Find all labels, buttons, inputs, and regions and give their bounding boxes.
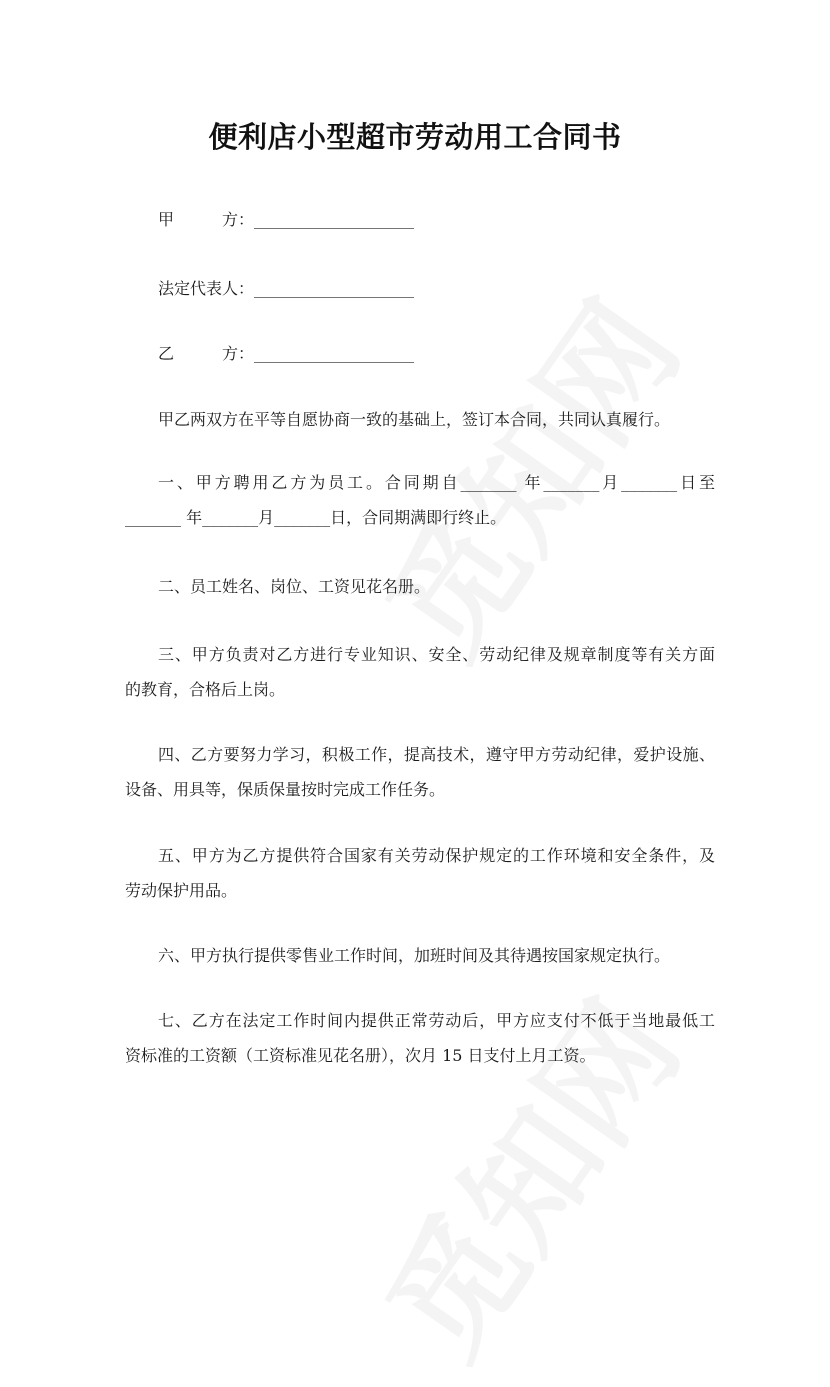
- clause-5: [125, 838, 715, 908]
- party-a-line: 甲 方：____________________: [158, 210, 415, 229]
- paragraph-line: 六、甲方执行提供零售业工作时间，加班时间及其待遇按国家规定执行。: [158, 946, 671, 965]
- paragraph-line: 七、乙方在法定工作时间内提供正常劳动后，甲方应支付不低于当地最低工: [158, 1011, 715, 1030]
- paragraph-line: 资标准的工资额（工资标准见花名册），次月 15 日支付上月工资。: [125, 1046, 596, 1065]
- party-b-field: [125, 336, 715, 371]
- clause-7: [125, 1003, 715, 1073]
- paragraph-line: 劳动保护用品。: [125, 881, 238, 900]
- paragraph-line: 的教育，合格后上岗。: [125, 680, 286, 699]
- document-title: 便利店小型超市劳动用工合同书: [208, 120, 622, 154]
- clause-4: [125, 737, 715, 807]
- paragraph-line: 二、员工姓名、岗位、工资见花名册。: [158, 577, 431, 596]
- paragraph-line: 一、甲方聘用乙方为员工。合同期自_______ 年_______月_______日至: [158, 473, 715, 492]
- paragraph-line: 五、甲方为乙方提供符合国家有关劳动保护规定的工作环境和安全条件，及: [158, 846, 715, 865]
- paragraph-line: 设备、用具等，保质保量按时完成工作任务。: [125, 780, 446, 799]
- paragraph-line: 甲乙两双方在平等自愿协商一致的基础上，签订本合同，共同认真履行。: [158, 410, 671, 429]
- paragraph-line: 三、甲方负责对乙方进行专业知识、安全、劳动纪律及规章制度等有关方面: [158, 645, 715, 664]
- clause-3: [125, 637, 715, 707]
- legal-representative-line: 法定代表人：____________________: [158, 279, 415, 298]
- party-b-line: 乙 方：____________________: [158, 344, 415, 363]
- paragraph-line: _______ 年_______月_______日，合同期满即行终止。: [125, 508, 507, 527]
- clause-2: [125, 569, 715, 604]
- party-a-field: [125, 202, 715, 237]
- clause-1: [125, 465, 715, 535]
- preamble-paragraph: [125, 402, 715, 437]
- legal-representative-field: [125, 271, 715, 306]
- paragraph-line: 四、乙方要努力学习，积极工作，提高技术，遵守甲方劳动纪律，爱护设施、: [158, 745, 715, 764]
- clause-6: [125, 938, 715, 973]
